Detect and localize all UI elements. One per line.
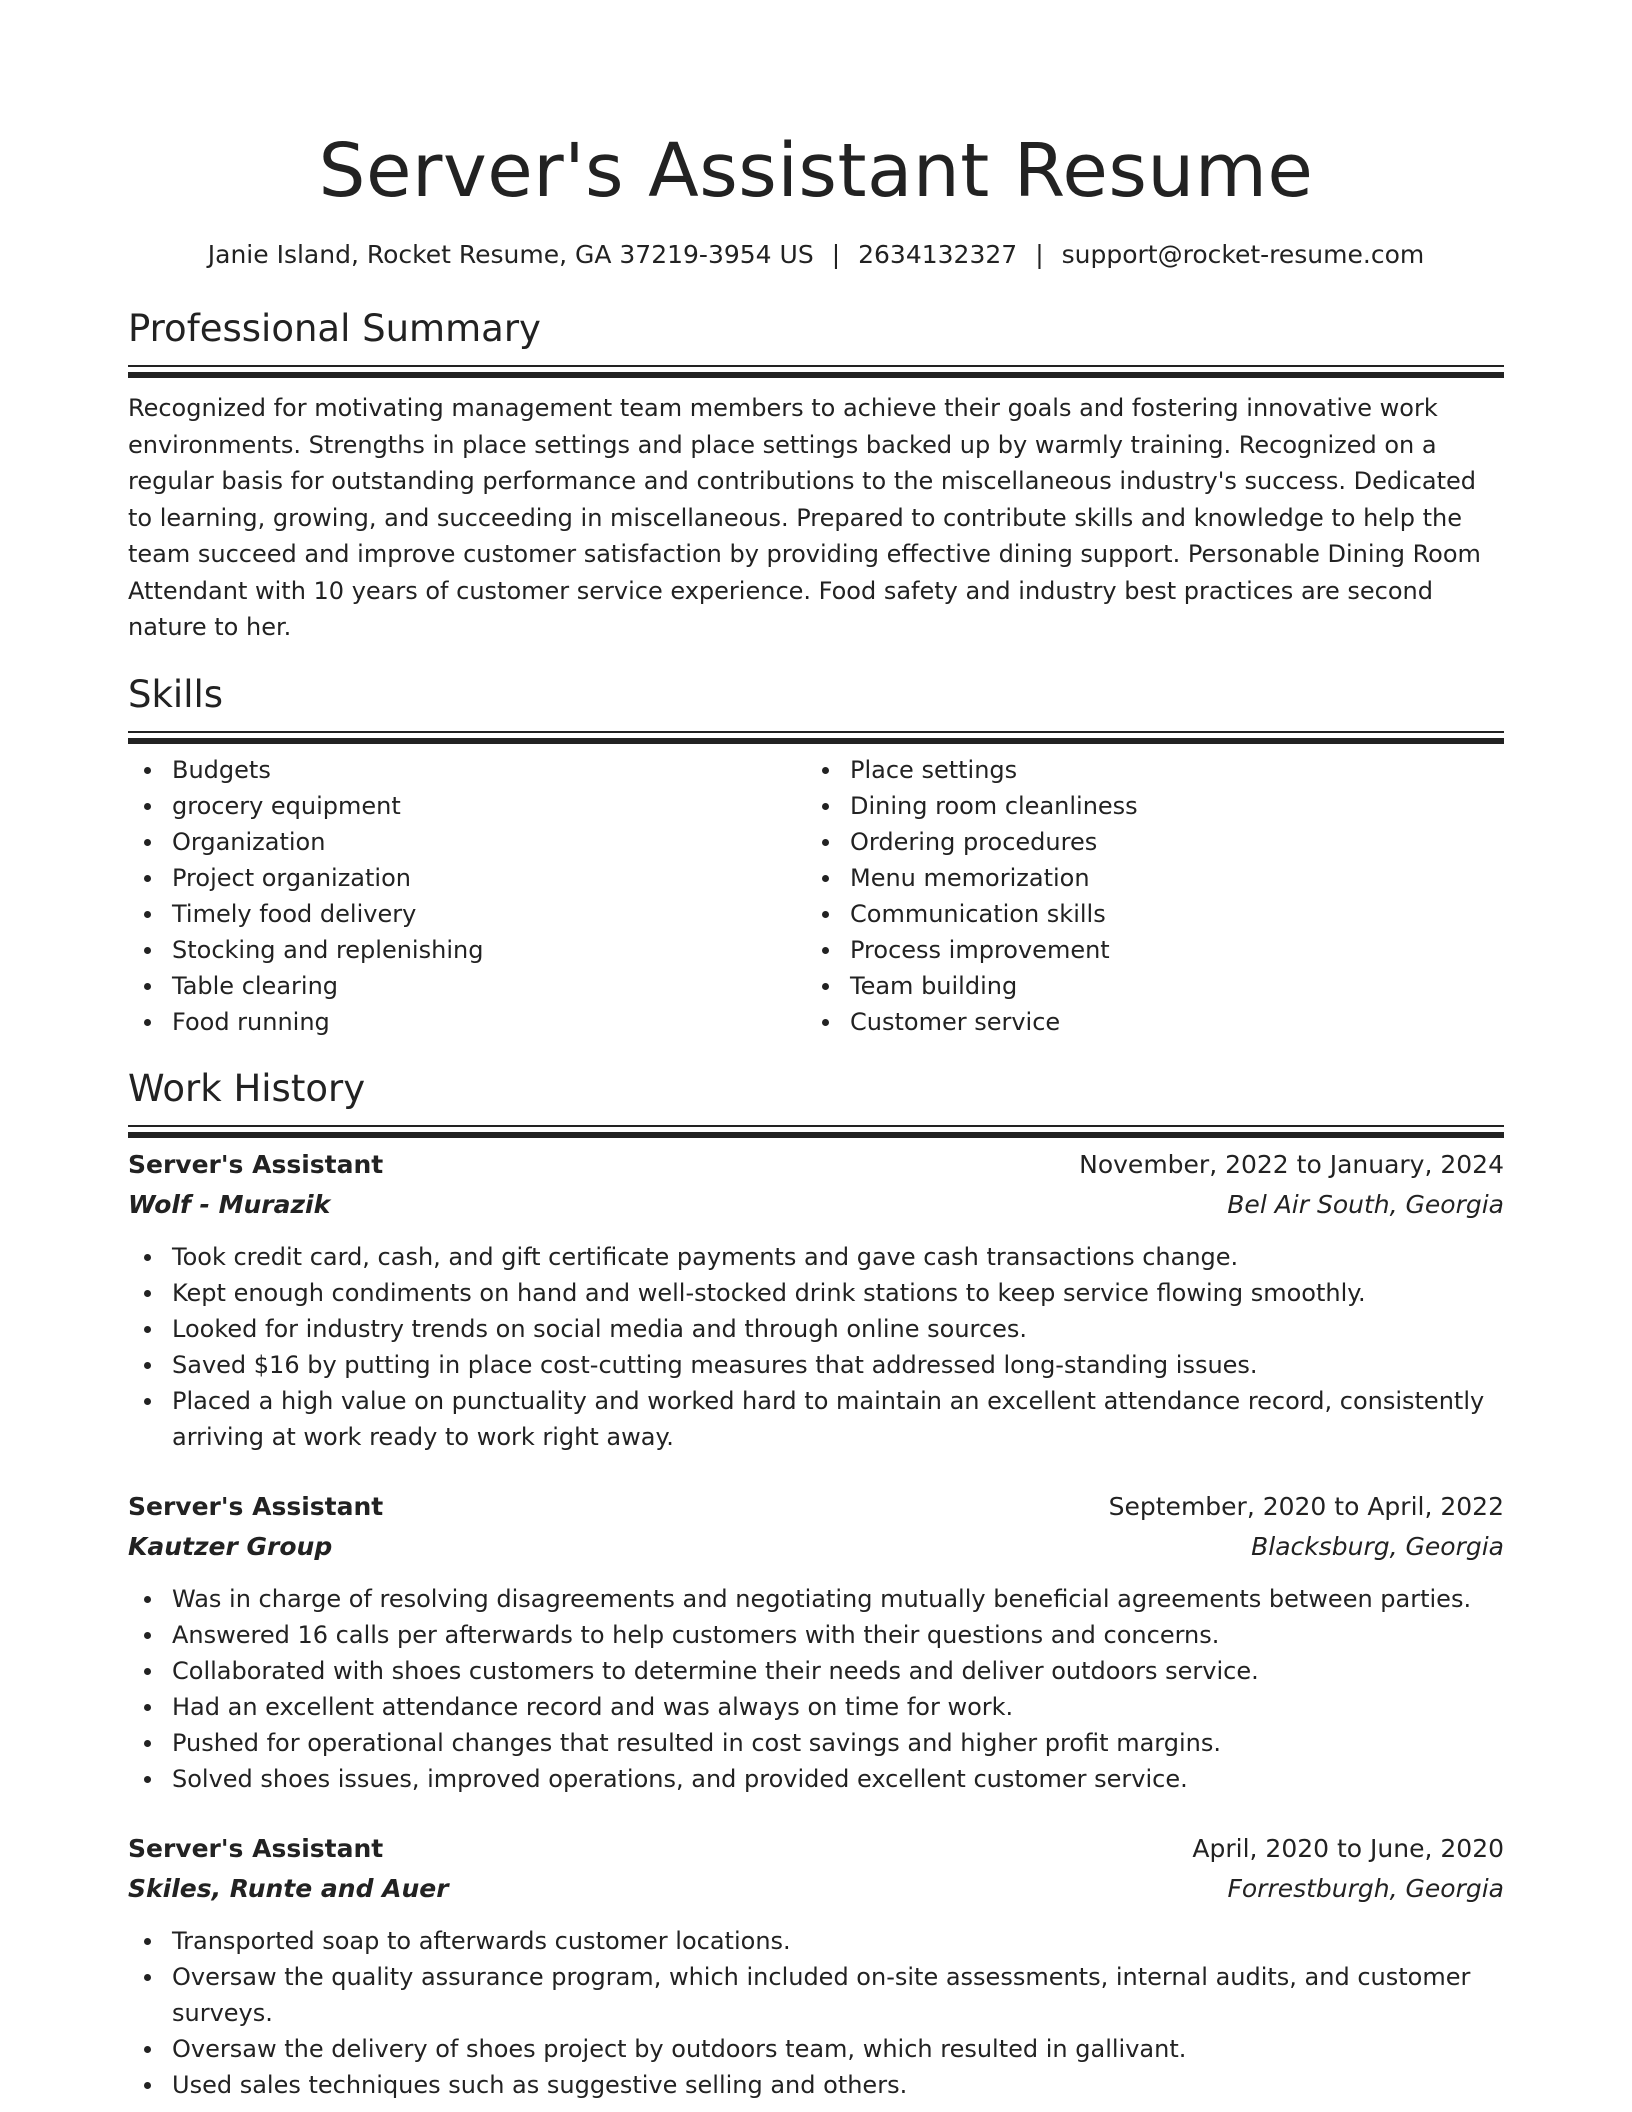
section-divider <box>128 365 1504 371</box>
job-bullet: Collaborated with shoes customers to determine their needs and deliver outdoors service. <box>128 1653 1504 1689</box>
job-entry <box>128 1829 1504 2103</box>
job-company: Wolf - Murazik <box>128 1189 331 1219</box>
job-entry <box>128 1145 1504 1455</box>
job-dates: April, 2020 to June, 2020 <box>1192 1833 1504 1863</box>
job-bullets <box>128 1923 1504 2103</box>
job-bullet: Pushed for operational changes that resulted in cost savings and higher profit margins. <box>128 1725 1504 1761</box>
contact-separator: | <box>1035 240 1044 269</box>
contact-phone: 2634132327 <box>858 240 1018 269</box>
job-title: Server's Assistant <box>128 1833 384 1863</box>
job-company: Skiles, Runte and Auer <box>128 1873 449 1903</box>
skill-item: Organization <box>128 824 806 860</box>
job-bullet: Kept enough condiments on hand and well-stocked drink stations to keep service flowing smoothly. <box>128 1275 1504 1311</box>
skill-item: Team building <box>806 968 1504 1004</box>
job-dates: November, 2022 to January, 2024 <box>1079 1149 1504 1179</box>
skill-item: Communication skills <box>806 896 1504 932</box>
section-heading: Professional Summary <box>128 307 541 350</box>
skill-item: Budgets <box>128 752 806 788</box>
skills-right-column <box>806 752 1504 1040</box>
resume-title: Server's Assistant Resume <box>318 128 1314 214</box>
job-location: Bel Air South, Georgia <box>1227 1189 1504 1219</box>
job-company-row <box>128 1869 1504 1909</box>
skill-item: Dining room cleanliness <box>806 788 1504 824</box>
job-bullet: Transported soap to afterwards customer locations. <box>128 1923 1504 1959</box>
contact-line <box>128 238 1504 272</box>
job-bullet: Oversaw the delivery of shoes project by outdoors team, which resulted in gallivant. <box>128 2031 1504 2067</box>
job-bullet: Solved shoes issues, improved operations, and provided excellent customer service. <box>128 1761 1504 1797</box>
section-divider <box>128 1125 1504 1131</box>
skill-item: grocery equipment <box>128 788 806 824</box>
skill-item: Food running <box>128 1004 806 1040</box>
professional-summary-section <box>128 306 1504 646</box>
job-bullet: Answered 16 calls per afterwards to help customers with their questions and concerns. <box>128 1617 1504 1653</box>
skill-item: Menu memorization <box>806 860 1504 896</box>
contact-separator: | <box>831 240 841 269</box>
job-company-row <box>128 1185 1504 1225</box>
skills-grid <box>128 752 1504 1040</box>
skills-left-column <box>128 752 806 1040</box>
section-heading: Skills <box>128 672 224 716</box>
job-header-row <box>128 1829 1504 1869</box>
job-location: Blacksburg, Georgia <box>1251 1531 1504 1561</box>
job-title: Server's Assistant <box>128 1491 384 1521</box>
skill-item: Project organization <box>128 860 806 896</box>
job-bullet: Placed a high value on punctuality and worked hard to maintain an excellent attendance record, consistently arriving at work ready to work right away. <box>128 1383 1504 1455</box>
skill-item: Customer service <box>806 1004 1504 1040</box>
job-bullet: Had an excellent attendance record and was always on time for work. <box>128 1689 1504 1725</box>
resume-content <box>128 118 1504 2103</box>
job-location: Forrestburgh, Georgia <box>1227 1873 1504 1903</box>
job-company-row <box>128 1527 1504 1567</box>
contact-address: Janie Island, Rocket Resume, GA 37219-3954 US <box>207 240 814 269</box>
contact-email: support@rocket-resume.com <box>1061 240 1425 269</box>
job-bullet: Looked for industry trends on social media and through online sources. <box>128 1311 1504 1347</box>
job-bullet: Oversaw the quality assurance program, which included on-site assessments, internal audits, and customer surveys. <box>128 1959 1504 2031</box>
skill-item: Table clearing <box>128 968 806 1004</box>
job-bullets <box>128 1239 1504 1455</box>
summary-text: Recognized for motivating management team members to achieve their goals and fostering innovative work environments. Strengths in place settings and place settings backed up by warmly training. Recognized on a regular basis for outstanding performance and contributions to the miscellaneous industry's success. Dedicated to learning, growing, and succeeding in miscellaneous. Prepared to contribute skills and knowledge to help the team succeed and improve customer satisfaction by providing effective dining support. Personable Dining Room Attendant with 10 years of customer service experience. Food safety and industry best practices are second nature to her. <box>128 394 1481 641</box>
job-bullet: Saved $16 by putting in place cost-cutting measures that addressed long-standing issues. <box>128 1347 1504 1383</box>
skill-item: Process improvement <box>806 932 1504 968</box>
section-divider <box>128 731 1504 737</box>
skill-item: Place settings <box>806 752 1504 788</box>
job-company: Kautzer Group <box>128 1531 333 1561</box>
skill-item: Ordering procedures <box>806 824 1504 860</box>
job-header-row <box>128 1145 1504 1185</box>
skill-item: Stocking and replenishing <box>128 932 806 968</box>
section-heading: Work History <box>128 1066 366 1110</box>
skill-item: Timely food delivery <box>128 896 806 932</box>
job-bullets <box>128 1581 1504 1797</box>
skills-section <box>128 672 1504 1040</box>
job-bullet: Was in charge of resolving disagreements and negotiating mutually beneficial agreements between parties. <box>128 1581 1504 1617</box>
job-dates: September, 2020 to April, 2022 <box>1108 1491 1504 1521</box>
work-history-section <box>128 1066 1504 2103</box>
job-bullet: Took credit card, cash, and gift certificate payments and gave cash transactions change. <box>128 1239 1504 1275</box>
job-entry <box>128 1487 1504 1797</box>
job-title: Server's Assistant <box>128 1149 384 1179</box>
job-header-row <box>128 1487 1504 1527</box>
job-bullet: Used sales techniques such as suggestive selling and others. <box>128 2067 1504 2103</box>
